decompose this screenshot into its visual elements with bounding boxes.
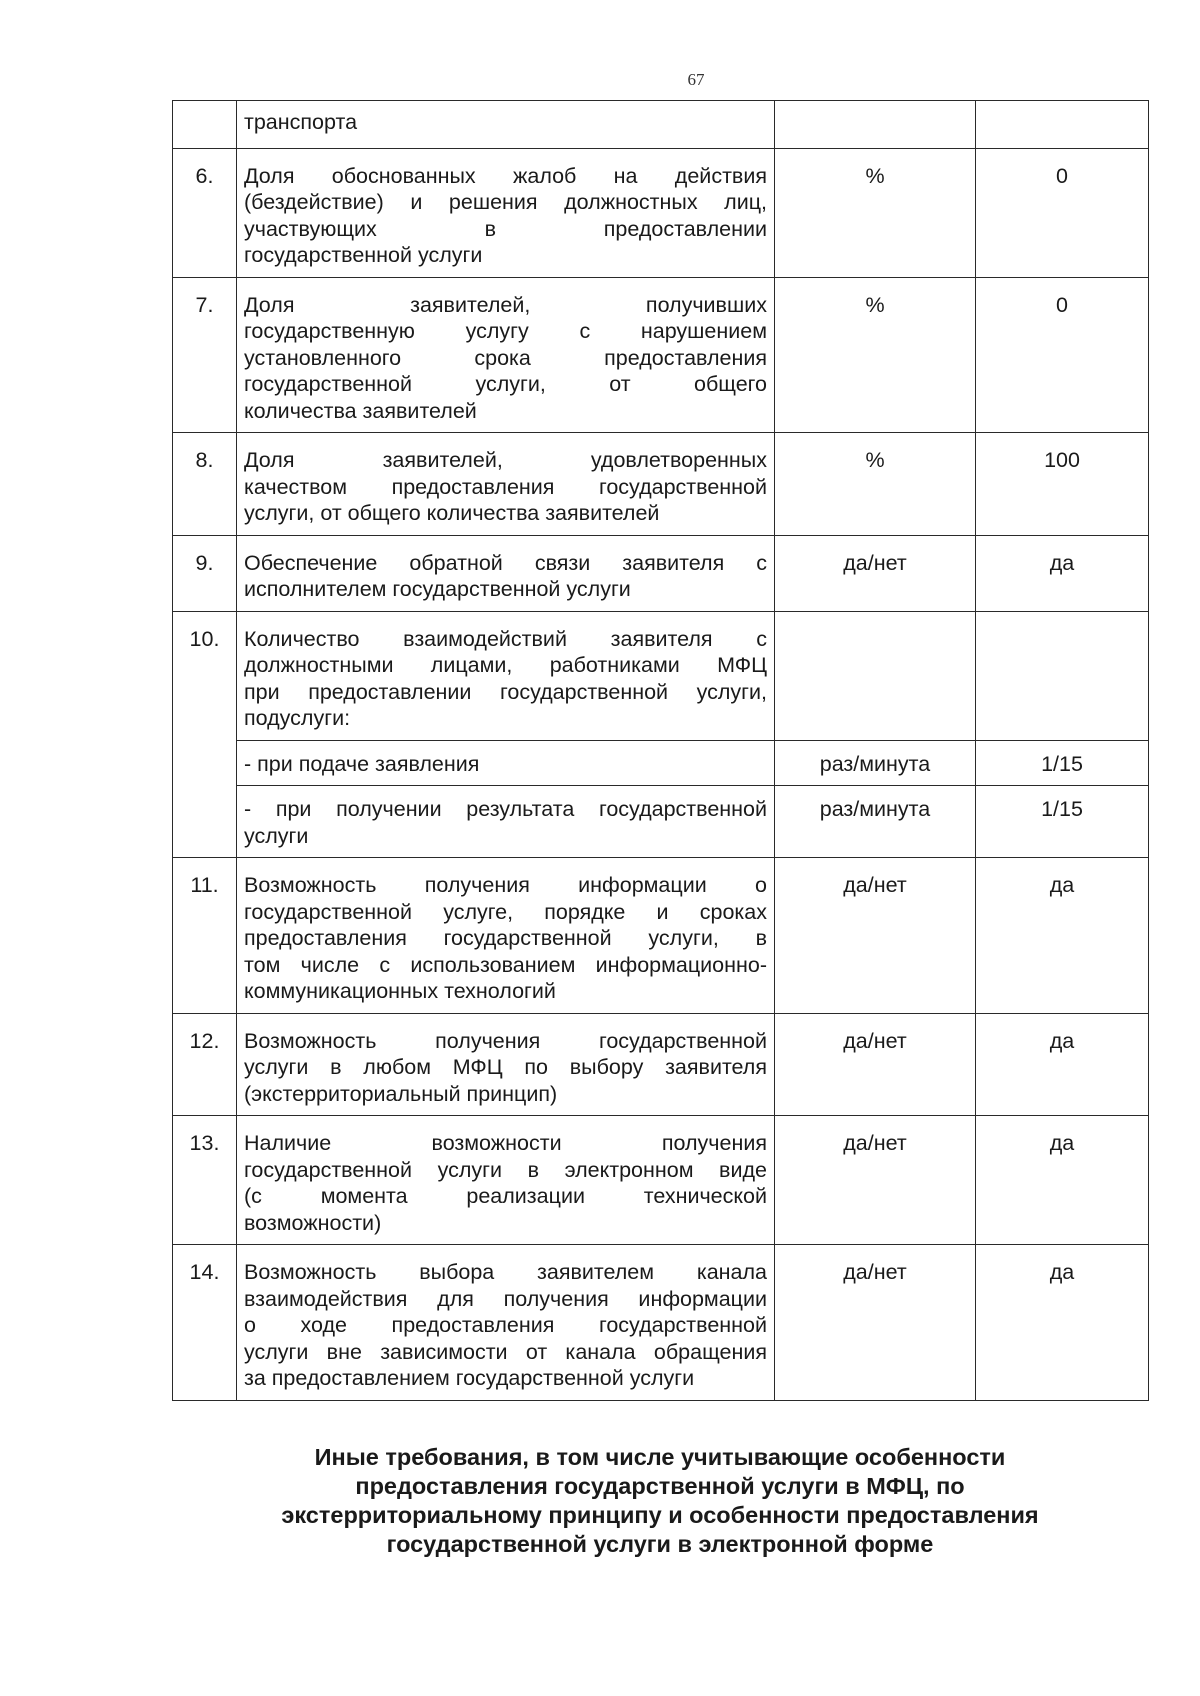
indicator-name-line: предоставления государственной услуги, в	[244, 926, 767, 950]
indicator-name	[237, 786, 775, 858]
indicator-name-line: должностными лицами, работниками МФЦ	[244, 653, 767, 677]
indicator-name-line: Доля заявителей, удовлетворенных	[244, 448, 767, 472]
value-cell: 0	[976, 148, 1149, 277]
value-cell: да	[976, 1013, 1149, 1116]
indicator-name-line: о ходе предоставления государственной	[244, 1313, 767, 1337]
heading-line: экстерриториальному принципу и особенности предоставления	[281, 1502, 1039, 1528]
indicator-name-line: транспорта	[244, 110, 358, 134]
indicator-name-line: Доля заявителей, получивших	[244, 292, 767, 317]
unit-cell: да/нет	[775, 535, 976, 611]
indicator-name	[237, 611, 775, 740]
table-row	[173, 611, 1149, 740]
unit-cell: раз/минута	[775, 740, 976, 786]
indicator-name-line: услуги вне зависимости от канала обращения	[244, 1339, 767, 1364]
unit-cell: %	[775, 277, 976, 433]
row-number: 8.	[173, 433, 237, 536]
table-row	[173, 858, 1149, 1014]
indicator-name	[237, 1245, 775, 1401]
section-heading	[180, 1443, 1140, 1559]
indicator-name-line: установленного срока предоставления	[244, 345, 767, 370]
indicator-name-line: Количество взаимодействий заявителя с	[244, 626, 767, 651]
row-number: 13.	[173, 1116, 237, 1245]
indicator-name	[237, 101, 775, 149]
indicator-name-line: коммуникационных технологий	[244, 979, 556, 1003]
table-subrow	[173, 740, 1149, 786]
indicator-name-line: возможности)	[244, 1210, 382, 1235]
table-row	[173, 277, 1149, 433]
indicator-name-line: (с момента реализации технической	[244, 1184, 767, 1208]
row-number: 12.	[173, 1013, 237, 1116]
value-cell: 1/15	[976, 740, 1149, 786]
indicator-name	[237, 277, 775, 433]
page-number: 67	[687, 70, 705, 89]
indicator-name	[237, 148, 775, 277]
indicator-name-line: количества заявителей	[244, 398, 477, 423]
heading-line: предоставления государственной услуги в МФЦ, по	[355, 1473, 965, 1499]
table-row	[173, 1013, 1149, 1116]
indicator-name-line: Возможность выбора заявителем канала	[244, 1260, 767, 1284]
indicator-name-line: Возможность получения государственной	[244, 1028, 767, 1053]
indicator-name-line: том числе с использованием информационно-	[244, 952, 767, 977]
row-number: 11.	[173, 858, 237, 1014]
unit-cell: да/нет	[775, 1245, 976, 1401]
indicator-name-line: исполнителем государственной услуги	[244, 577, 631, 601]
heading-line: Иные требования, в том числе учитывающие особенности	[314, 1444, 1006, 1470]
indicator-name-line: Наличие возможности получения	[244, 1131, 767, 1155]
value-cell	[976, 101, 1149, 149]
indicator-name-line: Возможность получения информации о	[244, 873, 767, 897]
indicator-name-line: участвующих в предоставлении	[244, 216, 767, 241]
unit-cell: %	[775, 148, 976, 277]
value-cell: да	[976, 535, 1149, 611]
indicator-name-line: Обеспечение обратной связи заявителя с	[244, 550, 767, 575]
indicator-name	[237, 740, 775, 786]
value-cell: да	[976, 1245, 1149, 1401]
indicator-name	[237, 535, 775, 611]
indicator-name-line: государственной услуги, от общего	[244, 372, 767, 396]
indicator-name-line: - при получении результата государственной	[244, 797, 767, 821]
indicator-name-line: государственной услуги в электронном виде	[244, 1157, 767, 1182]
value-cell: 100	[976, 433, 1149, 536]
indicator-name	[237, 1116, 775, 1245]
indicator-name-line: - при подаче заявления	[244, 751, 480, 776]
row-number: 6.	[173, 148, 237, 277]
value-cell: 0	[976, 277, 1149, 433]
indicator-name-line: услуги в любом МФЦ по выбору заявителя	[244, 1055, 767, 1079]
indicator-name-line: взаимодействия для получения информации	[244, 1286, 767, 1311]
value-cell: да	[976, 1116, 1149, 1245]
value-cell: да	[976, 858, 1149, 1014]
indicator-name-line: подуслуги:	[244, 706, 351, 730]
indicator-name-line: при предоставлении государственной услуги,	[244, 679, 767, 704]
unit-cell	[775, 101, 976, 149]
indicator-name-line: качеством предоставления государственной	[244, 474, 767, 499]
indicator-name-line: Доля обоснованных жалоб на действия	[244, 163, 767, 188]
indicator-name-line: (бездействие) и решения должностных лиц,	[244, 190, 767, 214]
table-row	[173, 101, 1149, 149]
row-number: 14.	[173, 1245, 237, 1401]
unit-cell: да/нет	[775, 1013, 976, 1116]
indicator-name	[237, 1013, 775, 1116]
unit-cell	[775, 611, 976, 740]
unit-cell: раз/минута	[775, 786, 976, 858]
value-cell	[976, 611, 1149, 740]
indicator-name-line: государственную услугу с нарушением	[244, 319, 767, 343]
indicator-name-line: услуги	[244, 823, 309, 848]
table-row	[173, 535, 1149, 611]
indicator-name-line: государственной услуги	[244, 243, 483, 267]
unit-cell: да/нет	[775, 1116, 976, 1245]
indicators-table	[172, 100, 1149, 1401]
heading-line: государственной услуги в электронной форме	[386, 1531, 934, 1557]
row-number: 9.	[173, 535, 237, 611]
unit-cell: да/нет	[775, 858, 976, 1014]
table-row	[173, 148, 1149, 277]
row-number: 10.	[173, 611, 237, 858]
indicator-name	[237, 433, 775, 536]
table-row	[173, 1116, 1149, 1245]
indicator-name-line: государственной услуге, порядке и сроках	[244, 899, 767, 924]
table-row	[173, 433, 1149, 536]
row-number: 7.	[173, 277, 237, 433]
indicator-name-line: (экстерриториальный принцип)	[244, 1081, 558, 1106]
table-row	[173, 1245, 1149, 1401]
indicator-name-line: услуги, от общего количества заявителей	[244, 501, 660, 525]
value-cell: 1/15	[976, 786, 1149, 858]
unit-cell: %	[775, 433, 976, 536]
indicator-name	[237, 858, 775, 1014]
table-subrow	[173, 786, 1149, 858]
row-number	[173, 101, 237, 149]
indicator-name-line: за предоставлением государственной услуги	[244, 1366, 695, 1390]
